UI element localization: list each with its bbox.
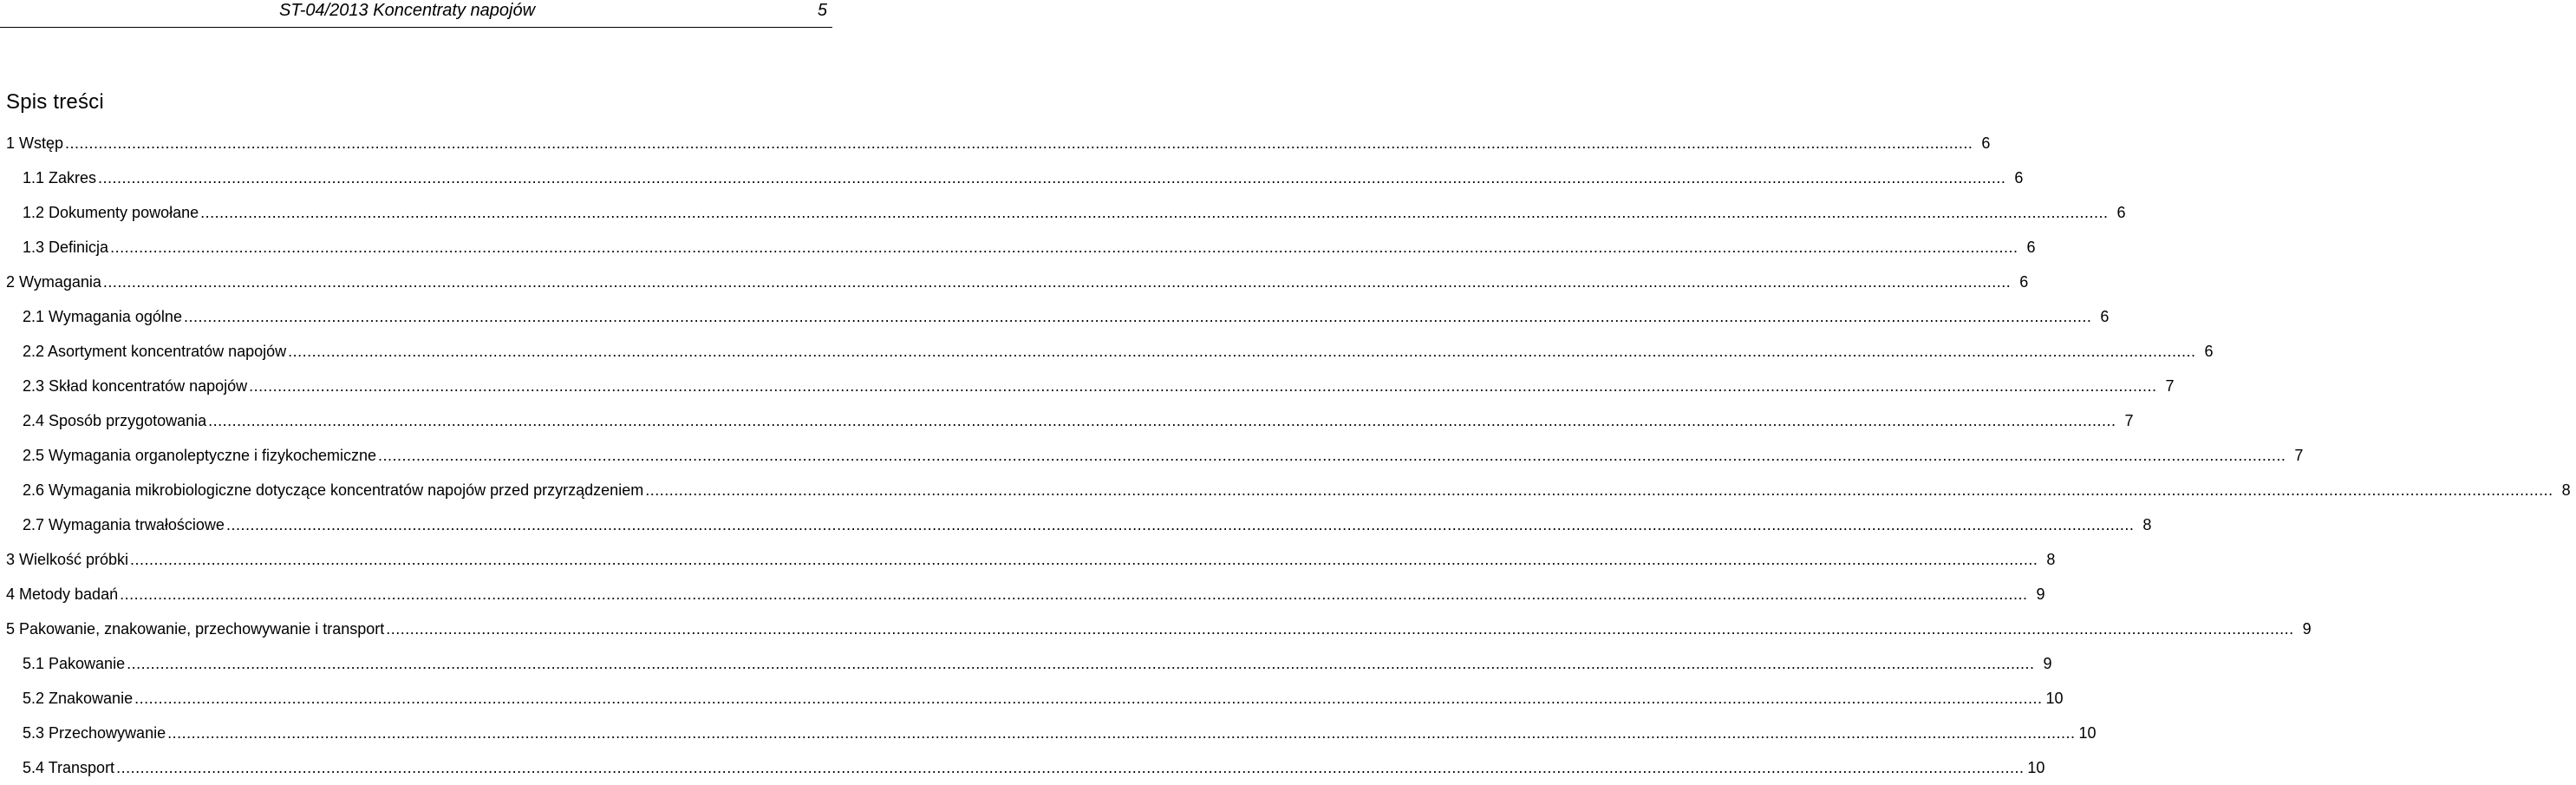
dot-leader: ................................................................................................................................................................................................................................................................................................................................................................................................................	[127, 655, 2035, 672]
toc-entry[interactable]	[0, 473, 2571, 507]
dot-leader: ................................................................................................................................................................................................................................................................................................................................................................................................................	[249, 377, 2157, 395]
toc-entry-label: 5 Pakowanie, znakowanie, przechowywanie i transport	[6, 620, 385, 638]
toc-entry[interactable]	[0, 716, 2097, 750]
toc-entry-page: 8	[2142, 516, 2152, 533]
toc-entry-label: 2.1 Wymagania ogólne	[23, 308, 182, 325]
dot-leader: ................................................................................................................................................................................................................................................................................................................................................................................................................	[102, 273, 2012, 291]
toc-entry-page: 8	[2046, 551, 2056, 568]
toc-entry[interactable]	[0, 230, 2036, 265]
toc-entry[interactable]	[0, 334, 2214, 369]
toc-entry[interactable]	[0, 403, 2134, 438]
toc-entry-label: 2.2 Asortyment koncentratów napojów	[23, 343, 287, 360]
toc-entry-label: 1 Wstęp	[6, 134, 64, 152]
toc-entry[interactable]	[0, 646, 2052, 681]
toc-entry[interactable]	[0, 542, 2056, 577]
toc-entry-label: 3 Wielkość próbki	[6, 551, 129, 568]
toc-entry-label: 2.5 Wymagania organoleptyczne i fizykochemiczne	[23, 447, 377, 464]
toc-entry-page: 10	[2045, 690, 2064, 707]
toc-entry[interactable]	[0, 160, 2024, 195]
toc-entry[interactable]	[0, 126, 1991, 160]
toc-entry-page: 6	[1981, 134, 1991, 152]
dot-leader: ................................................................................................................................................................................................................................................................................................................................................................................................................	[200, 204, 2109, 221]
toc-entry-label: 2.7 Wymagania trwałościowe	[23, 516, 225, 533]
toc-entry[interactable]	[0, 681, 2064, 716]
dot-leader: ................................................................................................................................................................................................................................................................................................................................................................................................................	[120, 585, 2028, 603]
toc-entry-page: 7	[2294, 447, 2304, 464]
table-of-contents	[0, 126, 2571, 785]
toc-entry-label: 2.3 Skład koncentratów napojów	[23, 377, 248, 395]
toc-entry[interactable]	[0, 369, 2175, 403]
toc-entry-page: 10	[2078, 724, 2097, 742]
dot-leader: ................................................................................................................................................................................................................................................................................................................................................................................................................	[645, 481, 2553, 499]
toc-entry-page: 6	[2204, 343, 2214, 360]
toc-entry-label: 4 Metody badań	[6, 585, 119, 603]
toc-entry-page: 6	[2100, 308, 2110, 325]
dot-leader: ................................................................................................................................................................................................................................................................................................................................................................................................................	[225, 516, 2135, 533]
document-title: ST-04/2013 Koncentraty napojów	[279, 1, 536, 20]
toc-entry-label: 5.3 Przechowywanie	[23, 724, 166, 742]
page-number: 5	[817, 1, 827, 20]
dot-leader: ................................................................................................................................................................................................................................................................................................................................................................................................................	[167, 724, 2076, 742]
toc-entry-label: 1.3 Definicja	[23, 239, 109, 256]
dot-leader: ................................................................................................................................................................................................................................................................................................................................................................................................................	[65, 134, 1973, 152]
toc-entry[interactable]	[0, 750, 2045, 785]
toc-entry-label: 2.6 Wymagania mikrobiologiczne dotyczące koncentratów napojów przed przyrządzeniem	[23, 481, 644, 499]
toc-entry-label: 5.1 Pakowanie	[23, 655, 126, 672]
toc-entry-page: 6	[2116, 204, 2126, 221]
toc-entry-page: 6	[2014, 169, 2024, 186]
toc-entry-page: 6	[2026, 239, 2036, 256]
dot-leader: ................................................................................................................................................................................................................................................................................................................................................................................................................	[183, 308, 2092, 325]
dot-leader: ................................................................................................................................................................................................................................................................................................................................................................................................................	[288, 343, 2196, 360]
page-header	[0, 0, 832, 28]
toc-entry-page: 6	[2019, 273, 2029, 291]
toc-entry[interactable]	[0, 438, 2304, 473]
toc-entry-page: 7	[2124, 412, 2134, 429]
toc-entry-label: 2 Wymagania	[6, 273, 101, 291]
toc-entry[interactable]	[0, 612, 2312, 646]
dot-leader: ................................................................................................................................................................................................................................................................................................................................................................................................................	[208, 412, 2116, 429]
toc-entry-label: 2.4 Sposób przygotowania	[23, 412, 207, 429]
dot-leader: ................................................................................................................................................................................................................................................................................................................................................................................................................	[134, 690, 2043, 707]
dot-leader: ................................................................................................................................................................................................................................................................................................................................................................................................................	[378, 447, 2286, 464]
toc-heading: Spis treści	[6, 90, 104, 114]
toc-entry-page: 9	[2036, 585, 2045, 603]
toc-entry[interactable]	[0, 299, 2110, 334]
dot-leader: ................................................................................................................................................................................................................................................................................................................................................................................................................	[116, 759, 2025, 776]
toc-entry-label: 1.2 Dokumenty powołane	[23, 204, 199, 221]
dot-leader: ................................................................................................................................................................................................................................................................................................................................................................................................................	[98, 169, 2006, 186]
toc-entry-label: 1.1 Zakres	[23, 169, 97, 186]
toc-entry-label: 5.2 Znakowanie	[23, 690, 134, 707]
toc-entry[interactable]	[0, 577, 2045, 612]
toc-entry-label: 5.4 Transport	[23, 759, 115, 776]
toc-entry-page: 7	[2165, 377, 2175, 395]
dot-leader: ................................................................................................................................................................................................................................................................................................................................................................................................................	[110, 239, 2018, 256]
toc-entry-page: 9	[2302, 620, 2312, 638]
toc-entry-page: 10	[2027, 759, 2045, 776]
toc-entry[interactable]	[0, 265, 2029, 299]
toc-entry-page: 9	[2043, 655, 2052, 672]
toc-entry[interactable]	[0, 507, 2152, 542]
dot-leader: ................................................................................................................................................................................................................................................................................................................................................................................................................	[130, 551, 2038, 568]
toc-entry-page: 8	[2561, 481, 2571, 499]
dot-leader: ................................................................................................................................................................................................................................................................................................................................................................................................................	[386, 620, 2294, 638]
toc-entry[interactable]	[0, 195, 2126, 230]
